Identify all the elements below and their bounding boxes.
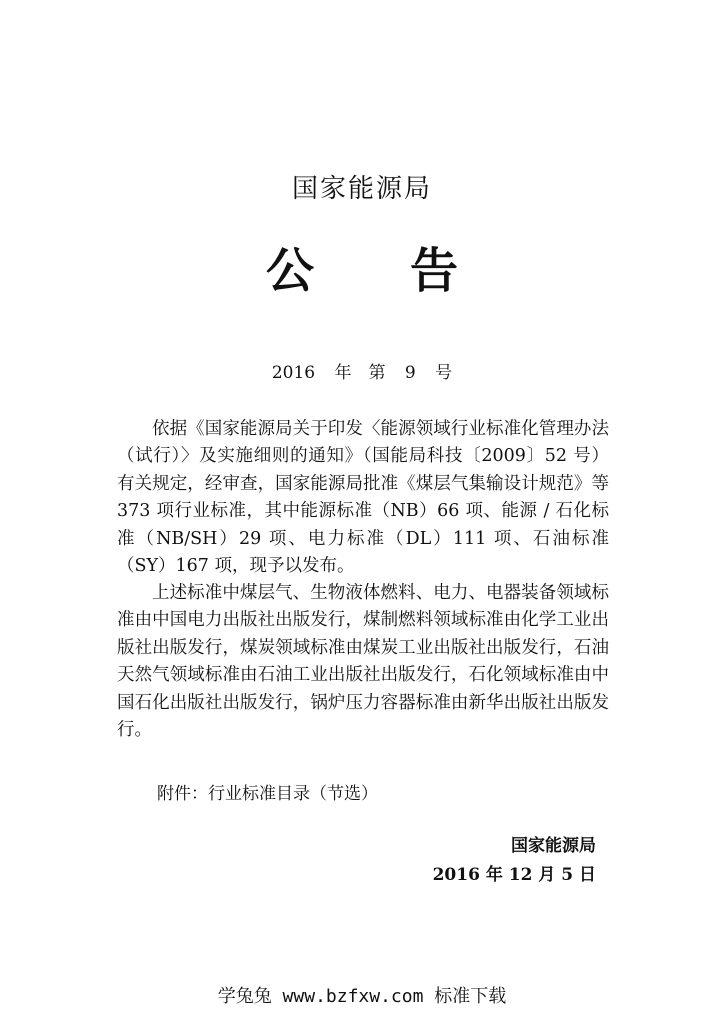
attachment-note: 附件：行业标准目录（节选）	[157, 784, 378, 804]
body-paragraph-1: 依据《国家能源局关于印发〈能源领域行业标准化管理办法（试行）〉及实施细则的通知》（国能局科技〔2009〕52 号）有关规定，经审查，国家能源局批准《煤层气集输设计规范》等 373 项行业标准，其中能源标准（NB）66 项、能源 / 石化标准（NB/SH）29 项、电力标准（DL）111 项、石油标准（SY）167 项，现予以发布。	[117, 419, 609, 577]
title-char-1: 公	[265, 243, 314, 299]
body-paragraph-2: 上述标准中煤层气、生物液体燃料、电力、电器装备领域标准由中国电力出版社出版发行，煤制燃料领域标准由化学工业出版社出版发行，煤炭领域标准由煤炭工业出版社出版发行，石油天然气领域标准由石油工业出版社出版发行，石化领域标准由中国石化出版社出版发行，锅炉压力容器标准由新华出版社出版发行。	[117, 583, 609, 741]
signature-org: 国家能源局	[511, 836, 596, 856]
footer-watermark: 学兔兔 www.bzfxw.com 标准下载	[217, 986, 507, 1007]
signature-date: 2016 年 12 月 5 日	[432, 865, 596, 885]
document-number: 2016 年 第 9 号	[271, 363, 453, 383]
title-char-2: 告	[410, 243, 459, 299]
announcement-title	[0, 232, 724, 301]
issuer-heading: 国家能源局	[291, 174, 432, 204]
